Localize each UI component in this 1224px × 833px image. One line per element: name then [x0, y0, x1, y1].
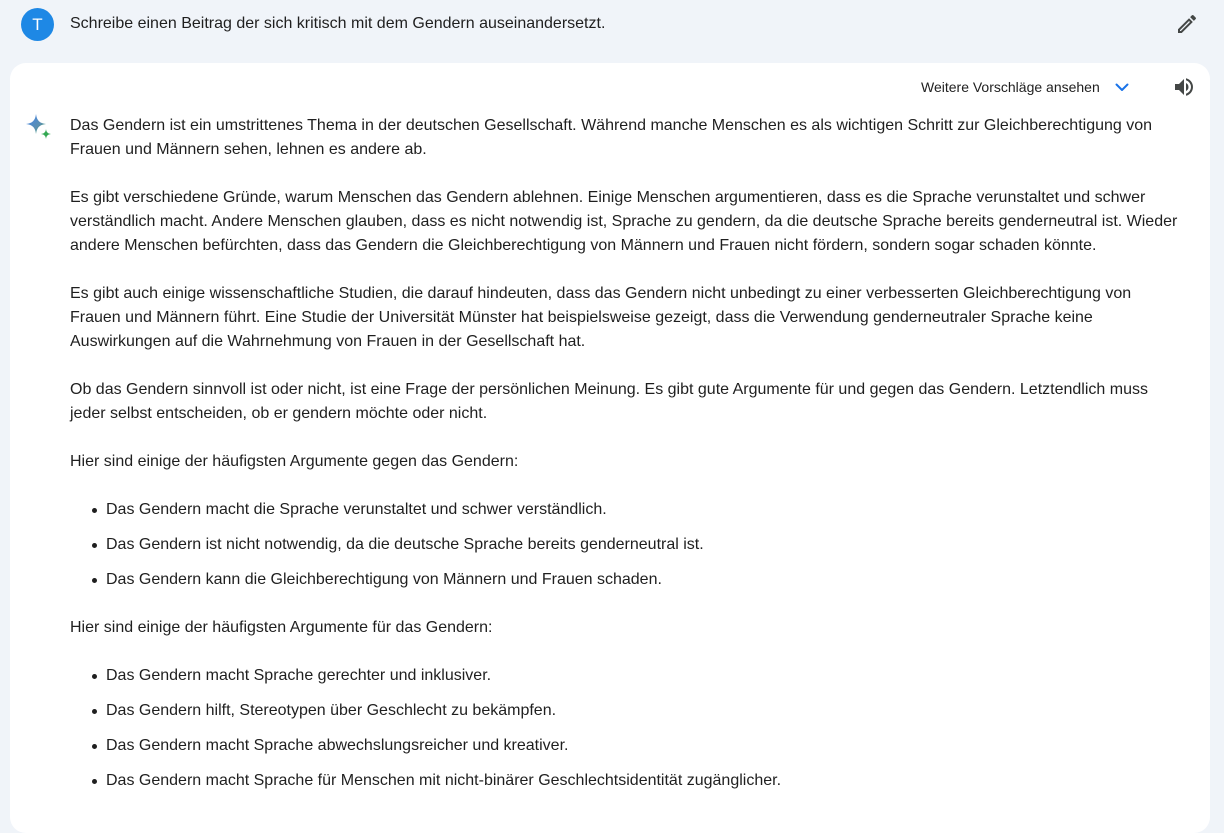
response-card [10, 63, 1210, 833]
list-item: Das Gendern macht Sprache abwechslungsreicher und kreativer. [106, 734, 1185, 758]
response-paragraph: Das Gendern ist ein umstrittenes Thema in der deutschen Gesellschaft. Während manche Menschen es als wichtigen Schritt zur Gleichberechtigung von Frauen und Männern sehen, lehnen es andere ab. [70, 117, 1153, 158]
list-item: Das Gendern macht Sprache für Menschen mit nicht-binärer Geschlechtsidentität zugänglicher. [106, 769, 1185, 793]
list-item: Das Gendern ist nicht notwendig, da die deutsche Sprache bereits genderneutral ist. [106, 533, 1185, 557]
chevron-down-icon [1112, 77, 1132, 97]
view-drafts-label: Weitere Vorschläge ansehen [921, 79, 1100, 95]
list-item: Das Gendern macht Sprache gerechter und inklusiver. [106, 664, 1185, 688]
list-item: Das Gendern hilft, Stereotypen über Geschlecht zu bekämpfen. [106, 699, 1185, 723]
list-item: Das Gendern kann die Gleichberechtigung von Männern und Frauen schaden. [106, 568, 1185, 592]
for-list [70, 664, 1185, 793]
response-paragraph: Ob das Gendern sinnvoll ist oder nicht, ist eine Frage der persönlichen Meinung. Es gibt gute Argumente für und gegen das Gendern. Letztendlich muss jeder selbst entscheiden, ob er gendern möchte oder nicht. [70, 381, 1148, 422]
for-heading: Hier sind einige der häufigsten Argumente für das Gendern: [70, 619, 493, 636]
view-drafts-button[interactable] [921, 77, 1132, 97]
user-prompt-row [0, 0, 1224, 48]
sparkle-icon [24, 113, 54, 143]
response-paragraph: Es gibt verschiedene Gründe, warum Menschen das Gendern ablehnen. Einige Menschen argumentieren, dass es die Sprache verunstaltet und schwer verständlich macht. Andere Menschen glauben, dass es nicht notwendig ist, Sprache zu gendern, da die deutsche Sprache bereits genderneutral ist. Wieder andere Menschen befürchten, dass das Gendern die Gleichberechtigung von Männern und Frauen nicht fördern, sondern sogar schaden könnte. [70, 189, 1178, 254]
against-list [70, 498, 1185, 592]
user-avatar[interactable]: T [21, 8, 54, 41]
pencil-icon[interactable] [1175, 12, 1199, 36]
response-content [70, 114, 1185, 817]
against-heading: Hier sind einige der häufigsten Argumente gegen das Gendern: [70, 453, 519, 470]
volume-icon[interactable] [1172, 75, 1196, 99]
list-item: Das Gendern macht die Sprache verunstaltet und schwer verständlich. [106, 498, 1185, 522]
user-prompt-text: Schreibe einen Beitrag der sich kritisch mit dem Gendern auseinandersetzt. [70, 15, 606, 32]
response-paragraph: Es gibt auch einige wissenschaftliche Studien, die darauf hindeuten, dass das Gendern nicht unbedingt zu einer verbesserten Gleichberechtigung von Frauen und Männern führt. Eine Studie der Universität Münster hat beispielsweise gezeigt, dass die Verwendung genderneutraler Sprache keine Auswirkungen auf die Wahrnehmung von Frauen in der Gesellschaft hat. [70, 285, 1132, 350]
